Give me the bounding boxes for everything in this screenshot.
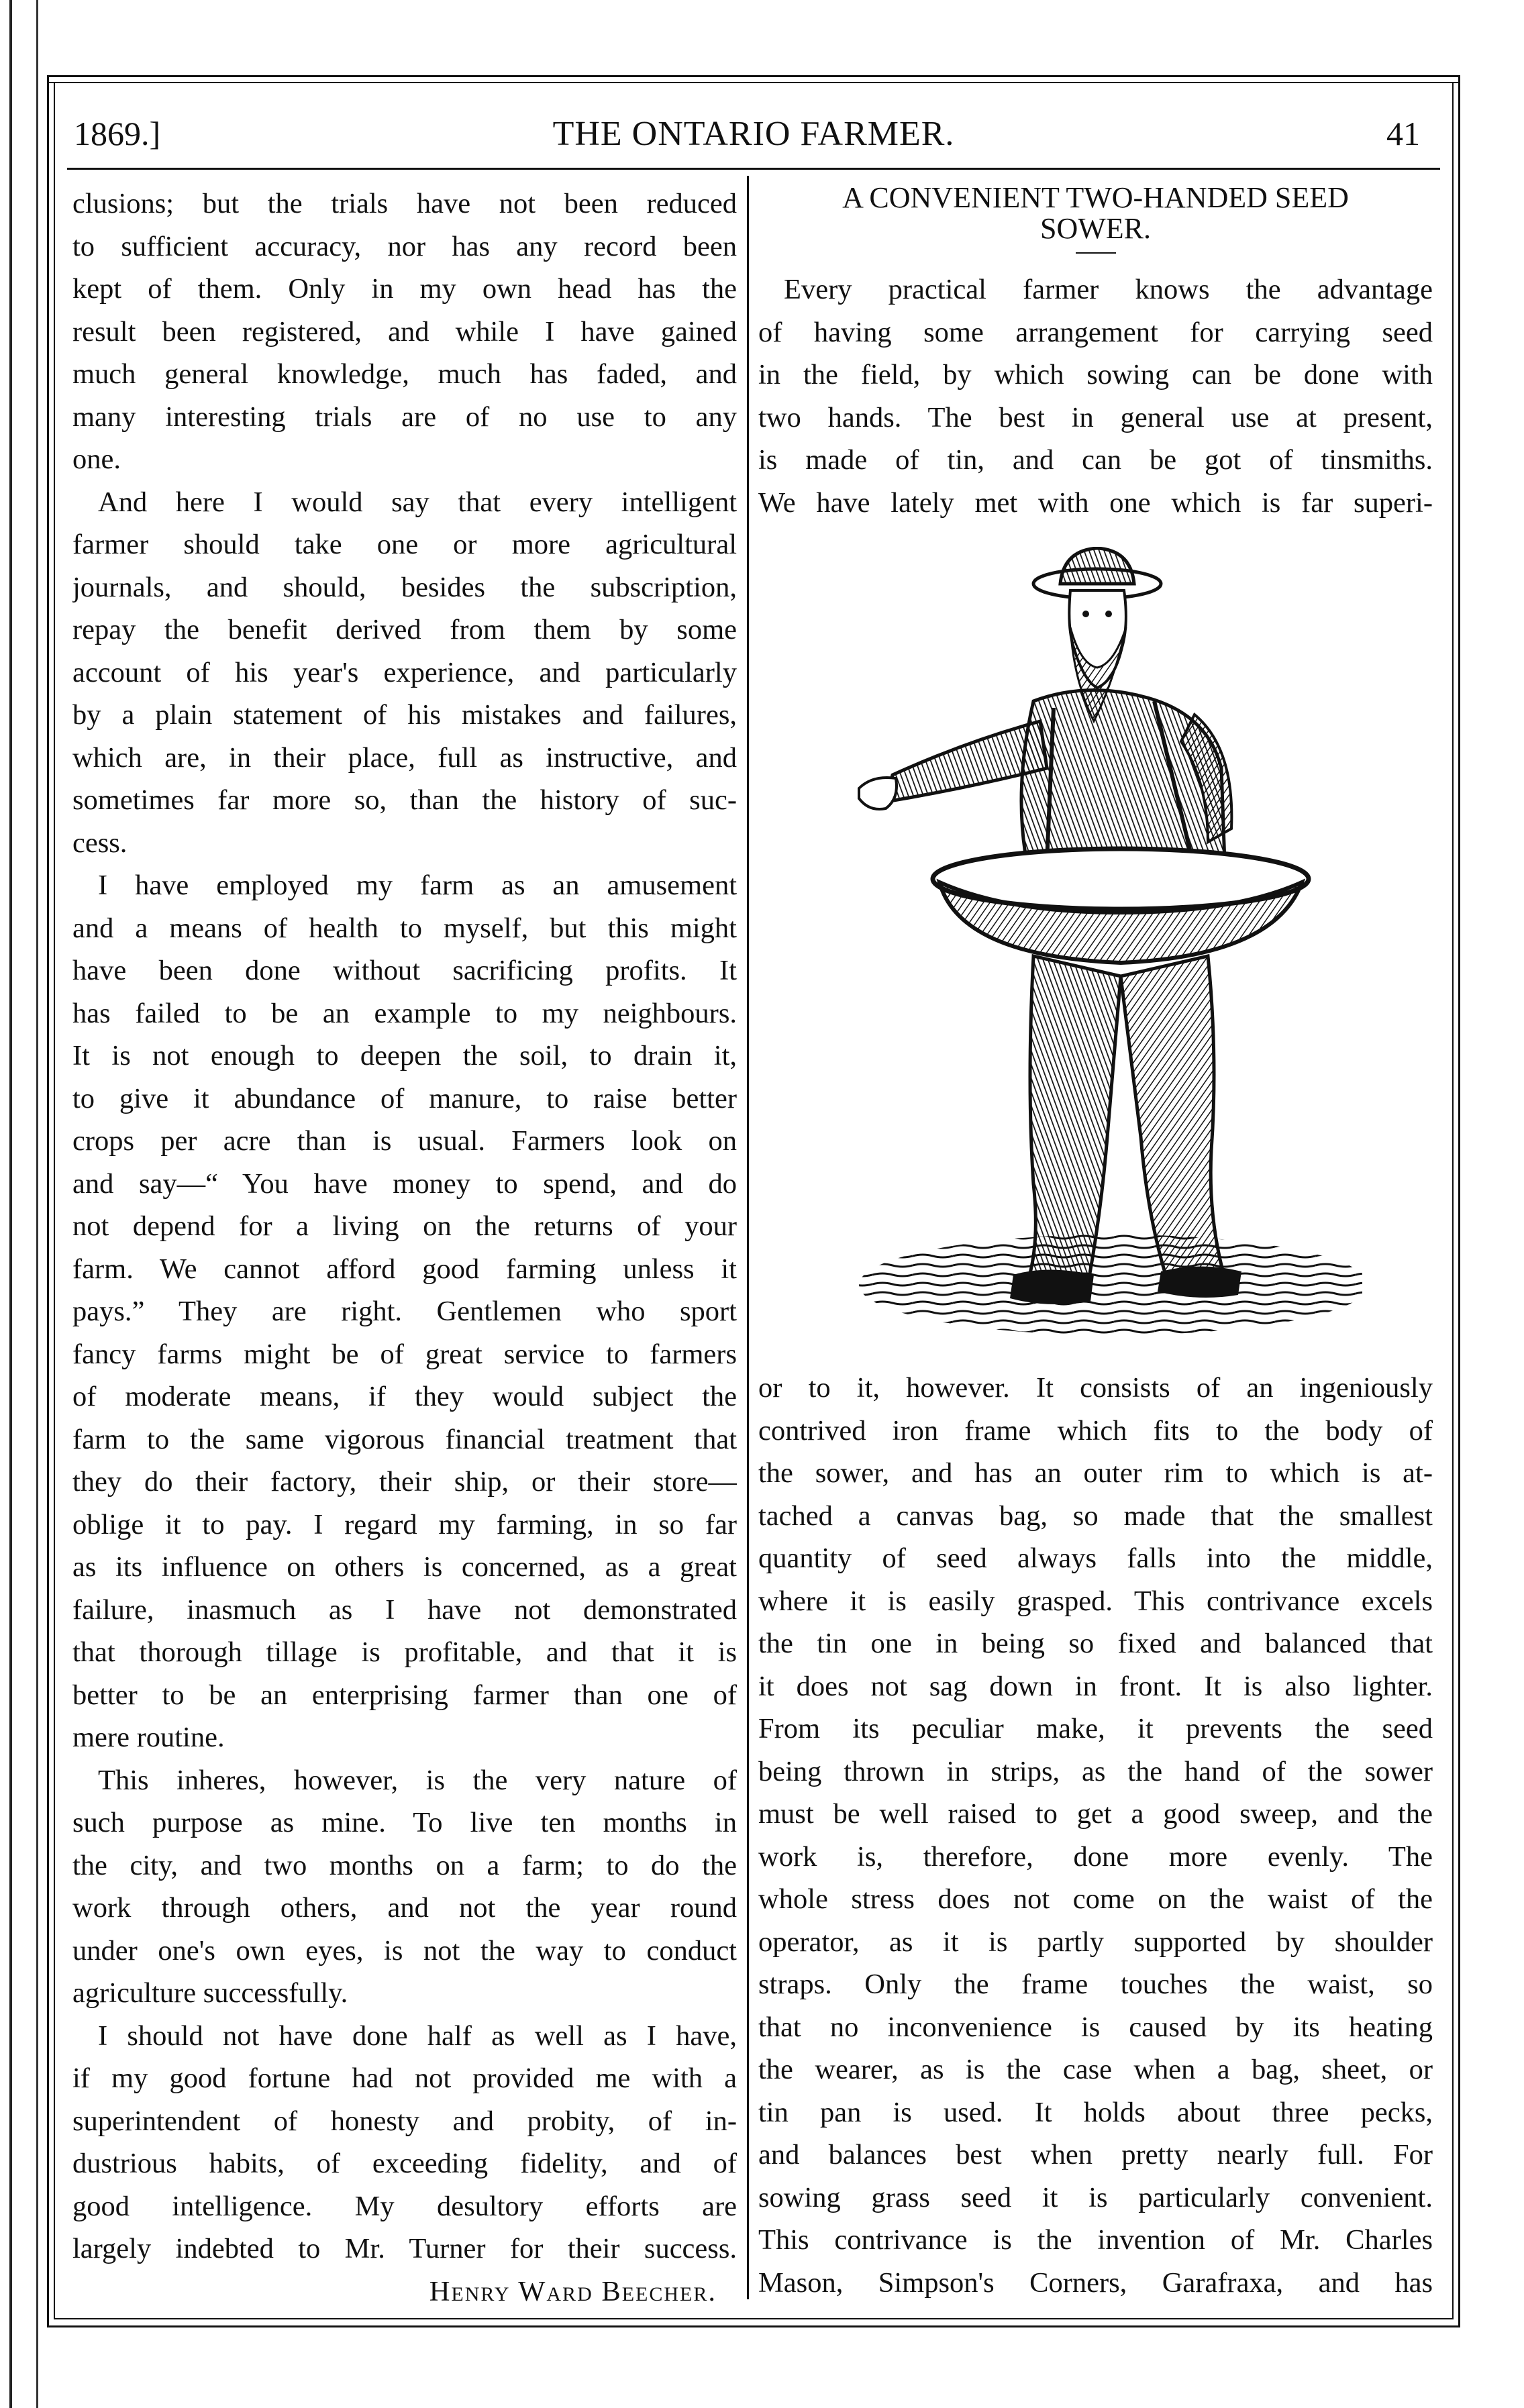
text-line: two hands. The best in general use at present, bbox=[758, 401, 1433, 433]
paragraph bbox=[72, 1759, 737, 2015]
page-binding-edge bbox=[9, 0, 12, 2408]
text-line: straps. Only the frame touches the waist, so bbox=[758, 1969, 1433, 2000]
frame-border bbox=[47, 75, 1460, 77]
text-line: not depend for a living on the returns of your bbox=[72, 1210, 737, 1242]
frame-border bbox=[47, 75, 49, 2327]
text-line: and say—“ You have money to spend, and do bbox=[72, 1167, 737, 1200]
text-line: farm to the same vigorous financial treatment that bbox=[72, 1423, 737, 1455]
text-line: one. bbox=[72, 443, 121, 475]
frame-border bbox=[1452, 82, 1454, 2319]
text-line: by a plain statement of his mistakes and failures, bbox=[72, 699, 737, 731]
paragraph bbox=[72, 864, 737, 1759]
frame-border bbox=[1458, 75, 1460, 2327]
text-line: must be well raised to get a good sweep, and the bbox=[758, 1798, 1433, 1830]
paragraph bbox=[72, 182, 737, 481]
text-line: cess. bbox=[72, 827, 128, 859]
author-signature: Henry Ward Beecher. bbox=[429, 2275, 717, 2307]
article-title bbox=[758, 182, 1433, 244]
seed-sower-illustration bbox=[832, 547, 1362, 1359]
text-line: of moderate means, if they would subject the bbox=[72, 1381, 737, 1412]
text-line: crops per acre than is usual. Farmers look on bbox=[72, 1125, 737, 1157]
text-line: oblige it to pay. I regard my farming, in so far bbox=[72, 1508, 737, 1540]
text-line: work through others, and not the year round bbox=[72, 1892, 737, 1924]
text-line: better to be an enterprising farmer than one of bbox=[72, 1679, 737, 1711]
text-line: largely indebted to Mr. Turner for their success. bbox=[72, 2233, 737, 2264]
text-line: tin pan is used. It holds about three pecks, bbox=[758, 2096, 1433, 2128]
text-line: they do their factory, their ship, or their store— bbox=[72, 1466, 737, 1498]
text-line: whole stress does not come on the waist of the bbox=[758, 1883, 1433, 1915]
text-line: many interesting trials are of no use to any bbox=[72, 401, 737, 433]
text-line: clusions; but the trials have not been reduced bbox=[72, 188, 737, 219]
text-line: and a means of health to myself, but this might bbox=[72, 912, 737, 944]
paragraph bbox=[72, 481, 737, 865]
text-line: the wearer, as is the case when a bag, sheet, or bbox=[758, 2054, 1433, 2085]
text-line: pays.” They are right. Gentlemen who sport bbox=[72, 1296, 737, 1327]
text-line: the sower, and has an outer rim to which is at- bbox=[758, 1457, 1433, 1489]
paragraph bbox=[758, 268, 1433, 524]
text-line: account of his year's experience, and particularly bbox=[72, 656, 737, 688]
text-line: to give it abundance of manure, to raise better bbox=[72, 1082, 737, 1114]
text-line: operator, as it is partly supported by shoulder bbox=[758, 1926, 1433, 1958]
text-line: which are, in their place, full as instructive, and bbox=[72, 741, 737, 774]
text-line: if my good fortune had not provided me with a bbox=[72, 2062, 737, 2094]
text-line: journals, and should, besides the subscription, bbox=[72, 571, 737, 603]
text-line: and balances best when pretty nearly full. For bbox=[758, 2139, 1433, 2170]
paragraph bbox=[758, 1367, 1433, 2304]
column-divider bbox=[747, 176, 749, 2299]
text-line: This contrivance is the invention of Mr. Charles bbox=[758, 2224, 1433, 2256]
text-line: I should not have done half as well as I have, bbox=[98, 2020, 737, 2052]
frame-border bbox=[54, 2318, 1454, 2319]
text-line: in the field, by which sowing can be done with bbox=[758, 359, 1433, 390]
text-line: much general knowledge, much has faded, and bbox=[72, 358, 737, 390]
publication-title: THE ONTARIO FARMER. bbox=[552, 115, 955, 153]
text-line: This inheres, however, is the very nature of bbox=[98, 1764, 737, 1796]
text-line: fancy farms might be of great service to farmers bbox=[72, 1338, 737, 1370]
right-column bbox=[758, 181, 1433, 2299]
text-line: work is, therefore, done more evenly. The bbox=[758, 1840, 1433, 1873]
text-line: as its influence on others is concerned, as a great bbox=[72, 1551, 737, 1583]
text-line: it does not sag down in front. It is also lighter. bbox=[758, 1670, 1433, 1702]
text-line: have been done without sacrificing profits. It bbox=[72, 955, 737, 986]
ground-shading bbox=[859, 1235, 1362, 1335]
text-line: under one's own eyes, is not the way to conduct bbox=[72, 1934, 737, 1967]
text-line: contrived iron frame which fits to the body of bbox=[758, 1414, 1433, 1447]
text-line: or to it, however. It consists of an ingeniously bbox=[758, 1372, 1433, 1404]
header-year: 1869.] bbox=[74, 115, 161, 152]
left-column bbox=[72, 182, 737, 2313]
text-line: repay the benefit derived from them by some bbox=[72, 614, 737, 645]
text-line: to sufficient accuracy, nor has any record been bbox=[72, 230, 737, 262]
page-number: 41 bbox=[1386, 115, 1420, 152]
header-rule bbox=[67, 168, 1440, 170]
text-line: sometimes far more so, than the history of suc- bbox=[72, 784, 737, 816]
article-title-line: A CONVENIENT TWO-HANDED SEED bbox=[842, 181, 1349, 214]
text-line: I have employed my farm as an amusement bbox=[98, 870, 737, 901]
text-line: failure, inasmuch as I have not demonstrated bbox=[72, 1593, 737, 1626]
text-line: is made of tin, and can be got of tinsmiths. bbox=[758, 444, 1433, 476]
text-line: has failed to be an example to my neighbours. bbox=[72, 997, 737, 1029]
text-line: that no inconvenience is caused by its heating bbox=[758, 2011, 1433, 2043]
article-title-line: SOWER. bbox=[1040, 212, 1151, 245]
frame-border bbox=[47, 2325, 1460, 2327]
text-line: of having some arrangement for carrying seed bbox=[758, 316, 1433, 348]
text-line: And here I would say that every intelligent bbox=[98, 486, 737, 518]
text-line: Mason, Simpson's Corners, Garafraxa, and has bbox=[758, 2266, 1433, 2299]
text-line: It is not enough to deepen the soil, to drain it, bbox=[72, 1040, 737, 1071]
text-line: From its peculiar make, it prevents the seed bbox=[758, 1713, 1433, 1744]
frame-border bbox=[54, 82, 55, 2319]
text-line: farmer should take one or more agricultural bbox=[72, 529, 737, 560]
paragraph bbox=[72, 2015, 737, 2270]
text-line: dustrious habits, of exceeding fidelity, and of bbox=[72, 2148, 737, 2179]
text-line: good intelligence. My desultory efforts are bbox=[72, 2190, 737, 2222]
text-line: mere routine. bbox=[72, 1722, 225, 1753]
text-line: tached a canvas bag, so made that the smallest bbox=[758, 1500, 1433, 1532]
text-line: the tin one in being so fixed and balanced that bbox=[758, 1628, 1433, 1659]
text-line: where it is easily grasped. This contrivance excels bbox=[758, 1585, 1433, 1617]
frame-border bbox=[47, 82, 1460, 83]
text-line: result been registered, and while I have gained bbox=[72, 315, 737, 348]
title-rule bbox=[1076, 252, 1116, 254]
text-line: Every practical farmer knows the advantage bbox=[784, 274, 1433, 305]
text-line: being thrown in strips, as the hand of the sower bbox=[758, 1755, 1433, 1787]
text-line: farm. We cannot afford good farming unless it bbox=[72, 1253, 737, 1285]
text-line: superintendent of honesty and probity, of in- bbox=[72, 2105, 737, 2137]
text-line: quantity of seed always falls into the middle, bbox=[758, 1542, 1433, 1574]
page-header bbox=[67, 101, 1440, 161]
page-binding-edge-inner bbox=[36, 0, 38, 2408]
text-line: sowing grass seed it is particularly convenient. bbox=[758, 2181, 1433, 2213]
text-line: We have lately met with one which is far superi- bbox=[758, 486, 1433, 519]
text-line: agriculture successfully. bbox=[72, 1977, 348, 2009]
text-line: the city, and two months on a farm; to do the bbox=[72, 1849, 737, 1881]
text-line: that thorough tillage is profitable, and that it is bbox=[72, 1636, 737, 1668]
text-line: kept of them. Only in my own head has the bbox=[72, 273, 737, 305]
text-line: such purpose as mine. To live ten months in bbox=[72, 1807, 737, 1838]
